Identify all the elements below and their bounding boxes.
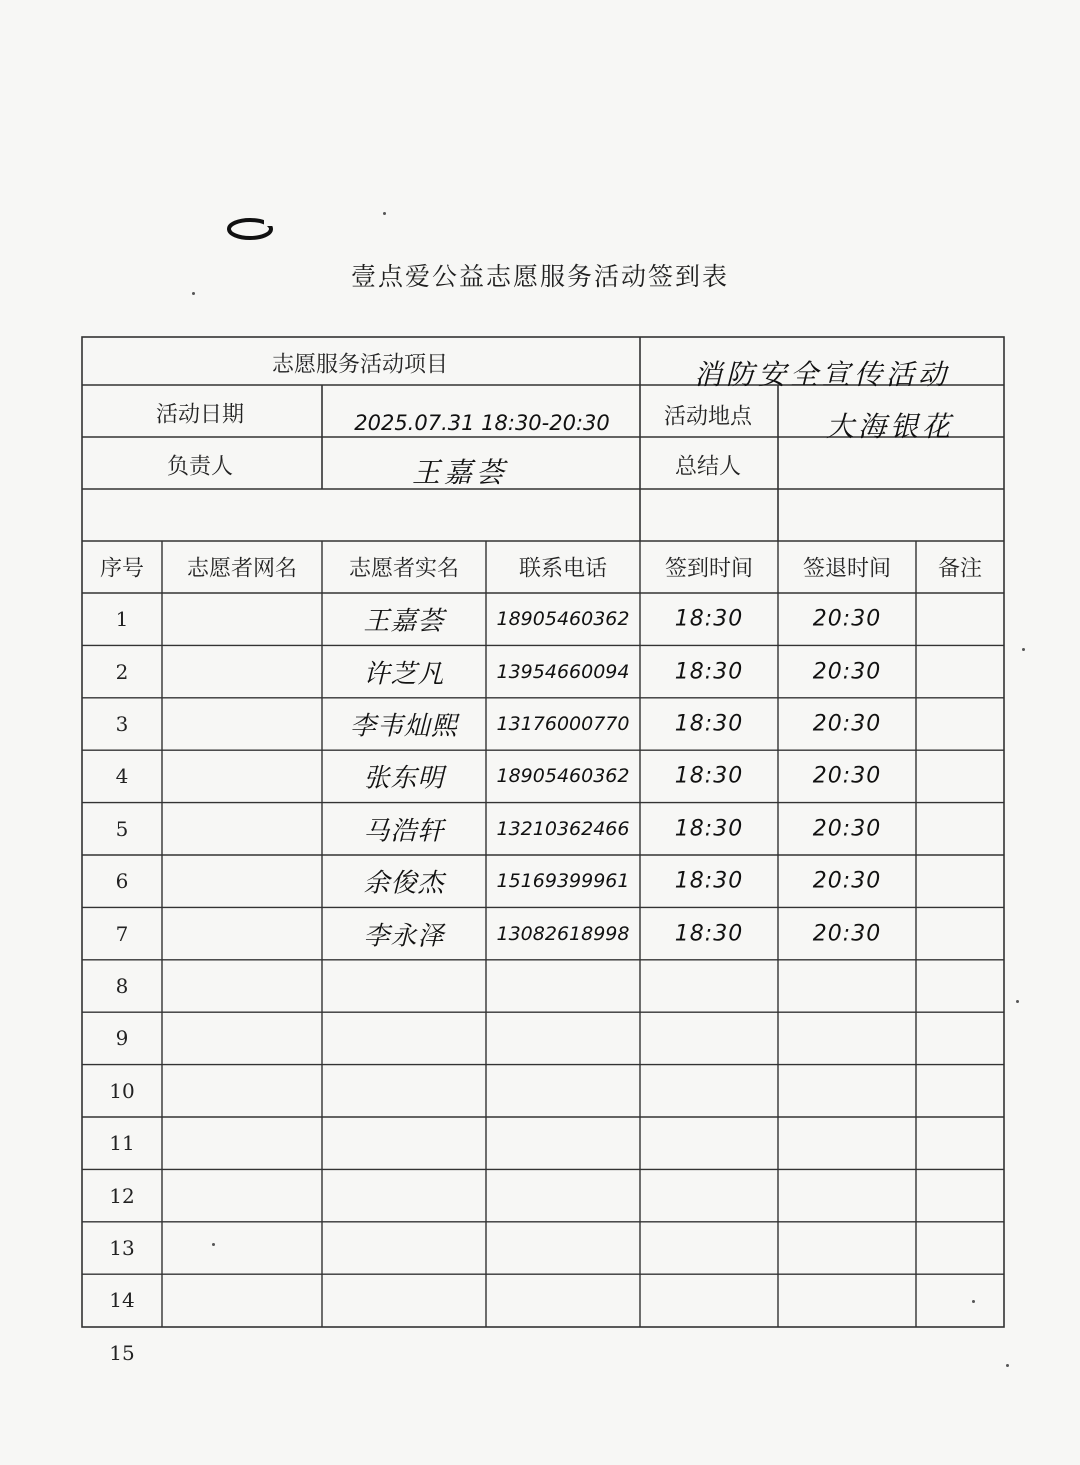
- checkout-time: 20:30: [812, 868, 882, 894]
- checkout-time: 20:30: [812, 606, 882, 632]
- checkout-time: 20:30: [812, 763, 882, 789]
- checkout-time: 20:30: [812, 816, 882, 842]
- row-number: 15: [109, 1340, 135, 1365]
- row-number: 13: [109, 1236, 135, 1260]
- column-header: 联系电话: [518, 556, 608, 582]
- column-header: 序号: [99, 556, 145, 582]
- phone-number: 13176000770: [496, 713, 630, 735]
- column-header: 志愿者实名: [348, 556, 460, 582]
- volunteer-name: 马浩轩: [363, 816, 445, 847]
- column-header: 志愿者网名: [186, 556, 298, 582]
- date-value: 2025.07.31 18:30-20:30: [354, 411, 610, 435]
- checkout-time: 20:30: [812, 711, 882, 737]
- column-header: 备注: [937, 556, 983, 582]
- row-number: 6: [115, 869, 129, 894]
- row-number: 10: [109, 1078, 135, 1103]
- scan-speck: [192, 292, 195, 295]
- checkin-time: 18:30: [674, 659, 744, 685]
- volunteer-name: 王嘉荟: [363, 606, 445, 637]
- location-label: 活动地点: [663, 404, 753, 430]
- scan-speck: [212, 1243, 215, 1246]
- row-number: 2: [115, 659, 129, 684]
- signin-table: [60, 335, 1010, 1365]
- column-header: 签退时间: [802, 556, 892, 582]
- checkout-time: 20:30: [812, 659, 882, 685]
- volunteer-name: 许芝凡: [363, 659, 445, 690]
- row-number: 7: [115, 921, 129, 946]
- location-value: 大海银花: [825, 410, 955, 443]
- row-number: 8: [115, 974, 129, 998]
- volunteer-name: 张东明: [363, 763, 445, 794]
- phone-number: 13210362466: [496, 817, 630, 840]
- phone-number: 15169399961: [496, 870, 630, 893]
- date-label: 活动日期: [155, 402, 245, 428]
- project-label: 志愿服务活动项目: [271, 352, 449, 378]
- scan-speck: [383, 212, 386, 215]
- phone-number: 18905460362: [496, 608, 630, 631]
- volunteer-name: 余俊杰: [363, 868, 445, 899]
- scan-speck: [1022, 648, 1025, 651]
- phone-number: 13954660094: [496, 660, 630, 683]
- row-number: 14: [109, 1288, 135, 1313]
- scan-speck: [1016, 1000, 1019, 1003]
- scan-speck: [1006, 1364, 1009, 1367]
- volunteer-name: 李韦灿熙: [349, 711, 459, 742]
- leader-value: 王嘉荟: [411, 456, 509, 489]
- row-number: 1: [115, 607, 129, 632]
- checkin-time: 18:30: [674, 711, 744, 737]
- project-value: 消防安全宣传活动: [693, 358, 951, 391]
- row-number: 12: [109, 1183, 135, 1208]
- row-number: 11: [109, 1131, 135, 1156]
- phone-number: 13082618998: [496, 922, 630, 945]
- page-title: 壹点爱公益志愿服务活动签到表: [350, 262, 729, 291]
- row-number: 5: [115, 816, 129, 841]
- row-number: 3: [115, 712, 129, 736]
- checkin-time: 18:30: [674, 606, 744, 632]
- leader-label: 负责人: [166, 454, 234, 480]
- checkout-time: 20:30: [812, 921, 882, 947]
- row-number: 9: [115, 1026, 129, 1051]
- row-number: 4: [115, 764, 129, 789]
- pen-loop-mark-icon: [226, 216, 274, 242]
- checkin-time: 18:30: [674, 921, 744, 947]
- checkin-time: 18:30: [674, 868, 744, 894]
- checkin-time: 18:30: [674, 763, 744, 789]
- scan-speck: [972, 1300, 975, 1303]
- summarizer-label: 总结人: [674, 454, 742, 480]
- column-header: 签到时间: [664, 556, 754, 582]
- checkin-time: 18:30: [674, 816, 744, 842]
- volunteer-name: 李永泽: [363, 921, 445, 952]
- phone-number: 18905460362: [496, 765, 630, 788]
